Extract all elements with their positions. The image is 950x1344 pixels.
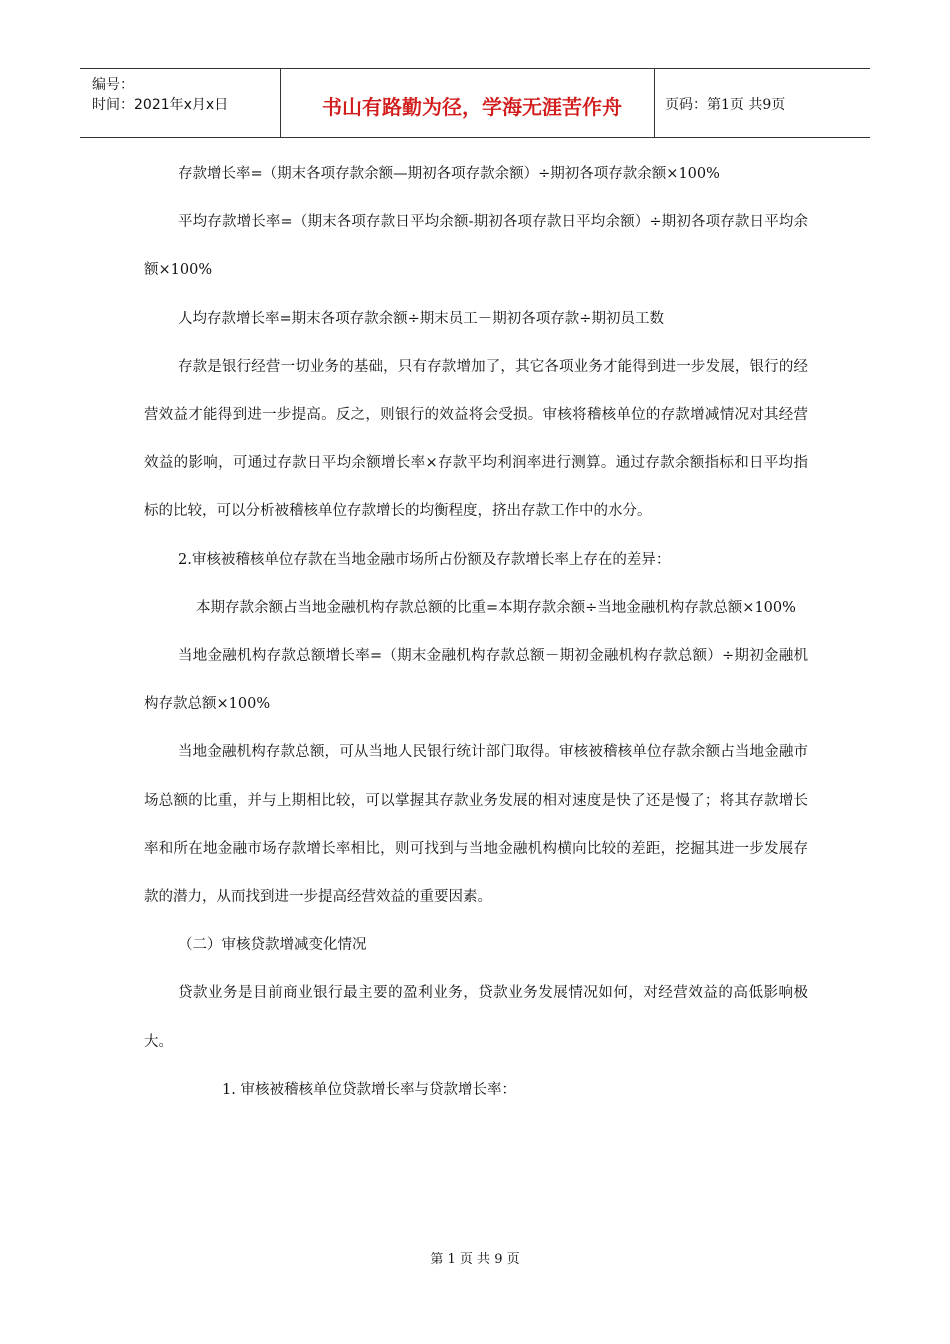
date-label: 时间：2021年x月x日	[92, 97, 229, 113]
paragraph: 存款是银行经营一切业务的基础，只有存款增加了，其它各项业务才能得到进一步发展，银行的经营效益才能得到进一步提高。反之，则银行的效益将会受损。审核将稽核单位的存款增减情况对其经营效益的影响，可通过存款日平均余额增长率×存款平均利润率进行测算。通过存款余额指标和日平均指标的比较，可以分析被稽核单位存款增长的均衡程度，挤出存款工作中的水分。	[144, 358, 808, 520]
header-motto: 书山有路勤为径，学海无涯苦作舟	[322, 95, 622, 119]
paragraph: 存款增长率=（期末各项存款余额—期初各项存款余额）÷期初各项存款余额×100%	[178, 166, 720, 182]
paragraph: 当地金融机构存款总额增长率=（期末金融机构存款总额－期初金融机构存款总额）÷期初金融机构存款总额×100%	[144, 648, 808, 713]
paragraph: 人均存款增长率=期末各项存款余额÷期末员工－期初各项存款÷期初员工数	[178, 310, 664, 327]
header-meta	[92, 75, 228, 115]
paragraph: 贷款业务是目前商业银行最主要的盈利业务，贷款业务发展情况如何，对经营效益的高低影响极大。	[144, 985, 808, 1050]
paragraph: 当地金融机构存款总额，可从当地人民银行统计部门取得。审核被稽核单位存款余额占当地金融市场总额的比重，并与上期相比较，可以掌握其存款业务发展的相对速度是快了还是慢了；将其存款增长率和所在地金融市场存款增长率相比，则可找到与当地金融机构横向比较的差距，挖掘其进一步发展存款的潜力，从而找到进一步提高经营效益的重要因素。	[144, 744, 808, 906]
document-header	[80, 68, 870, 138]
page-footer: 第 1 页 共 9 页	[430, 1252, 520, 1267]
document-body	[144, 150, 808, 1114]
header-page-info: 页码：第1页 共9页	[665, 97, 786, 113]
section-heading: （二）审核贷款增减变化情况	[178, 937, 367, 954]
header-divider-left	[280, 69, 281, 137]
paragraph: 2.审核被稽核单位存款在当地金融市场所占份额及存款增长率上存在的差异：	[178, 551, 671, 568]
paragraph: 本期存款余额占当地金融机构存款总额的比重=本期存款余额÷当地金融机构存款总额×100%	[196, 599, 796, 616]
serial-number-label: 编号：	[92, 77, 134, 93]
paragraph: 1. 审核被稽核单位贷款增长率与贷款增长率：	[222, 1081, 516, 1098]
paragraph: 平均存款增长率=（期末各项存款日平均余额-期初各项存款日平均余额）÷期初各项存款日平均余额×100%	[144, 214, 808, 279]
